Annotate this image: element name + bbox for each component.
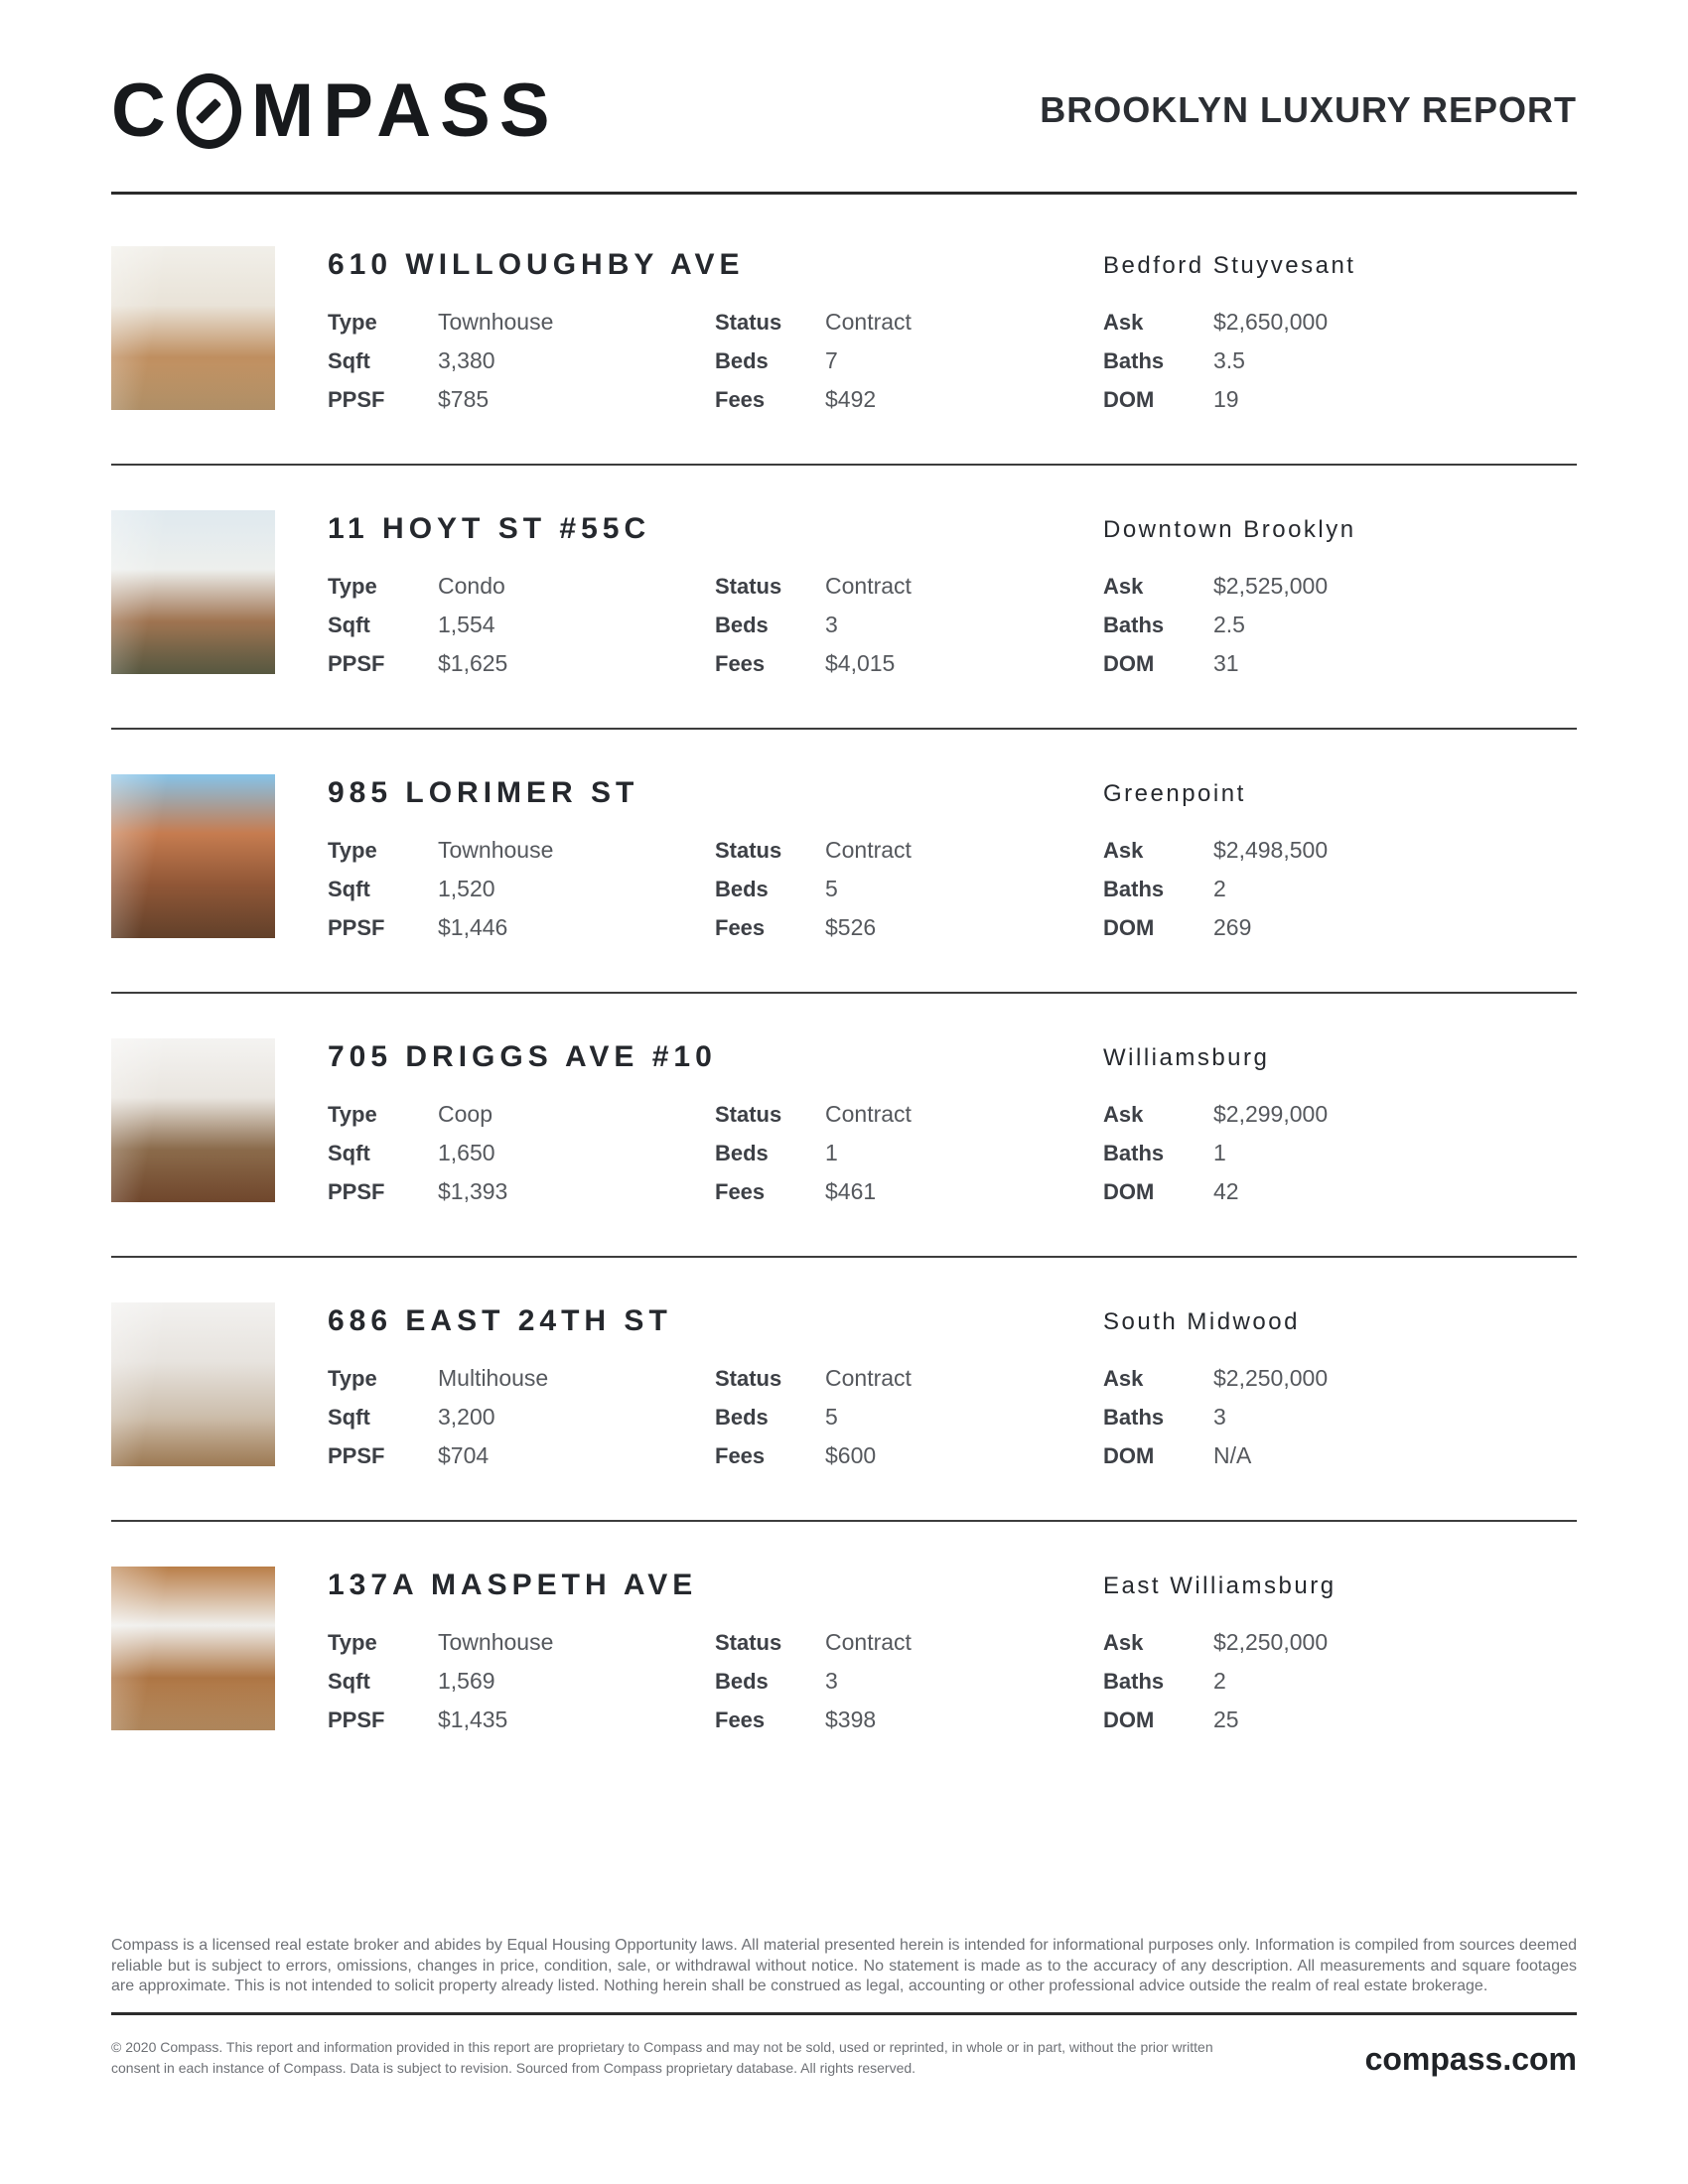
report-header bbox=[111, 69, 1577, 192]
baths-value: 1 bbox=[1213, 1140, 1226, 1165]
ask-value: $2,525,000 bbox=[1213, 573, 1329, 599]
status-value: Contract bbox=[825, 573, 912, 599]
listing-info bbox=[328, 1567, 1577, 1739]
beds-value: 3 bbox=[825, 612, 838, 637]
listing-row bbox=[111, 1258, 1577, 1520]
listing-neighborhood: South Midwood bbox=[1103, 1308, 1300, 1335]
type-label: Type bbox=[328, 838, 377, 863]
report-title: BROOKLYN LUXURY REPORT bbox=[1040, 89, 1577, 130]
fees-label: Fees bbox=[715, 915, 766, 940]
ask-label: Ask bbox=[1103, 838, 1144, 863]
dom-value: 42 bbox=[1213, 1178, 1239, 1204]
status-label: Status bbox=[715, 1102, 782, 1127]
ppsf-value: $1,446 bbox=[438, 914, 508, 940]
listing-neighborhood: Greenpoint bbox=[1103, 780, 1246, 807]
baths-label: Baths bbox=[1103, 877, 1165, 901]
ask-value: $2,250,000 bbox=[1213, 1365, 1329, 1391]
copyright-text: © 2020 Compass. This report and information provided in this report are proprietary to Compass and may not be sold, used or reprinted, in whole or in part, without the prior written consent in each instance of Compass. Data is subject to revision. Sourced from Compass proprietary database. All rights reserved. bbox=[111, 2038, 1213, 2076]
type-label: Type bbox=[328, 1102, 377, 1127]
listing-neighborhood: East Williamsburg bbox=[1103, 1572, 1336, 1599]
ppsf-label: PPSF bbox=[328, 651, 385, 676]
listing-info bbox=[328, 510, 1577, 683]
fees-label: Fees bbox=[715, 1179, 766, 1204]
beds-label: Beds bbox=[715, 877, 769, 901]
ask-label: Ask bbox=[1103, 1102, 1144, 1127]
beds-value: 3 bbox=[825, 1668, 838, 1694]
listing-info bbox=[328, 246, 1577, 419]
baths-value: 2 bbox=[1213, 876, 1226, 901]
beds-value: 5 bbox=[825, 876, 838, 901]
ppsf-value: $1,625 bbox=[438, 650, 508, 676]
sqft-label: Sqft bbox=[328, 613, 370, 637]
beds-value: 1 bbox=[825, 1140, 838, 1165]
type-value: Townhouse bbox=[438, 837, 554, 863]
ask-value: $2,299,000 bbox=[1213, 1101, 1329, 1127]
sqft-value: 1,520 bbox=[438, 876, 495, 901]
ppsf-value: $1,393 bbox=[438, 1178, 508, 1204]
status-value: Contract bbox=[825, 1629, 912, 1655]
baths-label: Baths bbox=[1103, 1405, 1165, 1430]
beds-value: 7 bbox=[825, 347, 838, 373]
baths-label: Baths bbox=[1103, 348, 1165, 373]
listing-row bbox=[111, 994, 1577, 1256]
ppsf-value: $785 bbox=[438, 386, 490, 412]
type-value: Condo bbox=[438, 573, 505, 599]
baths-label: Baths bbox=[1103, 613, 1165, 637]
sqft-label: Sqft bbox=[328, 1405, 370, 1430]
fees-label: Fees bbox=[715, 651, 766, 676]
sqft-label: Sqft bbox=[328, 1669, 370, 1694]
type-label: Type bbox=[328, 1630, 377, 1655]
listing-photo bbox=[111, 774, 275, 938]
ask-value: $2,250,000 bbox=[1213, 1629, 1329, 1655]
logo-letter-c: C bbox=[111, 68, 175, 153]
sqft-value: 1,554 bbox=[438, 612, 495, 637]
listing-neighborhood: Williamsburg bbox=[1103, 1044, 1270, 1071]
fees-value: $4,015 bbox=[825, 650, 896, 676]
baths-value: 3.5 bbox=[1213, 347, 1245, 373]
baths-label: Baths bbox=[1103, 1141, 1165, 1165]
listing-address: 686 EAST 24TH ST bbox=[328, 1304, 672, 1337]
listing-info bbox=[328, 1302, 1577, 1475]
status-label: Status bbox=[715, 1630, 782, 1655]
beds-label: Beds bbox=[715, 613, 769, 637]
ppsf-label: PPSF bbox=[328, 1443, 385, 1468]
beds-label: Beds bbox=[715, 1669, 769, 1694]
footer-rule bbox=[111, 2012, 1577, 2015]
listing-address: 137A MASPETH AVE bbox=[328, 1569, 698, 1601]
fees-label: Fees bbox=[715, 1443, 766, 1468]
listing-address: 610 WILLOUGHBY AVE bbox=[328, 248, 745, 281]
type-label: Type bbox=[328, 310, 377, 335]
ask-label: Ask bbox=[1103, 1630, 1144, 1655]
dom-value: 19 bbox=[1213, 386, 1239, 412]
ask-label: Ask bbox=[1103, 310, 1144, 335]
type-value: Townhouse bbox=[438, 309, 554, 335]
dom-value: 25 bbox=[1213, 1706, 1239, 1732]
ask-value: $2,498,500 bbox=[1213, 837, 1329, 863]
dom-label: DOM bbox=[1103, 1179, 1155, 1204]
ppsf-label: PPSF bbox=[328, 387, 385, 412]
ask-label: Ask bbox=[1103, 574, 1144, 599]
beds-label: Beds bbox=[715, 1141, 769, 1165]
listing-row bbox=[111, 466, 1577, 728]
type-label: Type bbox=[328, 574, 377, 599]
status-value: Contract bbox=[825, 1365, 912, 1391]
listing-photo bbox=[111, 246, 275, 410]
listing-address: 985 LORIMER ST bbox=[328, 776, 639, 809]
dom-label: DOM bbox=[1103, 915, 1155, 940]
baths-value: 2.5 bbox=[1213, 612, 1245, 637]
sqft-value: 1,569 bbox=[438, 1668, 495, 1694]
listing-address: 705 DRIGGS AVE #10 bbox=[328, 1040, 717, 1073]
listing-photo bbox=[111, 510, 275, 674]
listings bbox=[111, 195, 1577, 1784]
status-value: Contract bbox=[825, 1101, 912, 1127]
listing-row bbox=[111, 195, 1577, 464]
ppsf-value: $1,435 bbox=[438, 1706, 508, 1732]
dom-label: DOM bbox=[1103, 387, 1155, 412]
listing-info bbox=[328, 1038, 1577, 1211]
status-label: Status bbox=[715, 1366, 782, 1391]
fees-label: Fees bbox=[715, 1707, 766, 1732]
listing-info bbox=[328, 774, 1577, 947]
logo-letters-mpass: MPASS bbox=[250, 68, 559, 153]
listing-photo bbox=[111, 1567, 275, 1730]
status-label: Status bbox=[715, 838, 782, 863]
sqft-label: Sqft bbox=[328, 1141, 370, 1165]
listing-neighborhood: Downtown Brooklyn bbox=[1103, 516, 1356, 543]
listing-photo bbox=[111, 1038, 275, 1202]
status-label: Status bbox=[715, 310, 782, 335]
ask-value: $2,650,000 bbox=[1213, 309, 1329, 335]
dom-value: 269 bbox=[1213, 914, 1252, 940]
status-value: Contract bbox=[825, 309, 912, 335]
listing-neighborhood: Bedford Stuyvesant bbox=[1103, 252, 1356, 279]
sqft-label: Sqft bbox=[328, 348, 370, 373]
footer-row bbox=[111, 2037, 1577, 2079]
sqft-value: 3,380 bbox=[438, 347, 495, 373]
ppsf-label: PPSF bbox=[328, 915, 385, 940]
compass-logo bbox=[111, 69, 559, 153]
listing-photo bbox=[111, 1302, 275, 1466]
sqft-value: 1,650 bbox=[438, 1140, 495, 1165]
sqft-label: Sqft bbox=[328, 877, 370, 901]
ppsf-label: PPSF bbox=[328, 1179, 385, 1204]
beds-label: Beds bbox=[715, 1405, 769, 1430]
ppsf-label: PPSF bbox=[328, 1707, 385, 1732]
type-value: Multihouse bbox=[438, 1365, 549, 1391]
listing-row bbox=[111, 1522, 1577, 1784]
listing-address: 11 HOYT ST #55C bbox=[328, 512, 651, 545]
beds-label: Beds bbox=[715, 348, 769, 373]
status-value: Contract bbox=[825, 837, 912, 863]
dom-label: DOM bbox=[1103, 651, 1155, 676]
fees-value: $526 bbox=[825, 914, 877, 940]
ask-label: Ask bbox=[1103, 1366, 1144, 1391]
fees-value: $461 bbox=[825, 1178, 877, 1204]
ppsf-value: $704 bbox=[438, 1442, 490, 1468]
legal-disclaimer: Compass is a licensed real estate broker and abides by Equal Housing Opportunity laws. All material presented herein is intended for informational purposes only. Information is compiled from sources deemed reliable but is subject to errors, omissions, changes in price, condition, sale, or withdrawal without notice. No statement is made as to the accuracy of any description. All measurements and square footages are approximate. This is not intended to solicit property already listed. Nothing herein shall be construed as legal, accounting or other professional advice outside the realm of real estate brokerage. bbox=[111, 1937, 1577, 1994]
baths-value: 2 bbox=[1213, 1668, 1226, 1694]
dom-value: 31 bbox=[1213, 650, 1239, 676]
dom-label: DOM bbox=[1103, 1443, 1155, 1468]
baths-label: Baths bbox=[1103, 1669, 1165, 1694]
baths-value: 3 bbox=[1213, 1404, 1226, 1430]
fees-label: Fees bbox=[715, 387, 766, 412]
fees-value: $398 bbox=[825, 1706, 877, 1732]
type-label: Type bbox=[328, 1366, 377, 1391]
type-value: Coop bbox=[438, 1101, 492, 1127]
dom-label: DOM bbox=[1103, 1707, 1155, 1732]
fees-value: $600 bbox=[825, 1442, 877, 1468]
fees-value: $492 bbox=[825, 386, 877, 412]
compass-needle-icon bbox=[177, 73, 241, 149]
sqft-value: 3,200 bbox=[438, 1404, 495, 1430]
type-value: Townhouse bbox=[438, 1629, 554, 1655]
compass-website-link[interactable]: compass.com bbox=[1364, 2040, 1577, 2077]
dom-value: N/A bbox=[1213, 1442, 1252, 1468]
beds-value: 5 bbox=[825, 1404, 838, 1430]
listing-row bbox=[111, 730, 1577, 992]
status-label: Status bbox=[715, 574, 782, 599]
